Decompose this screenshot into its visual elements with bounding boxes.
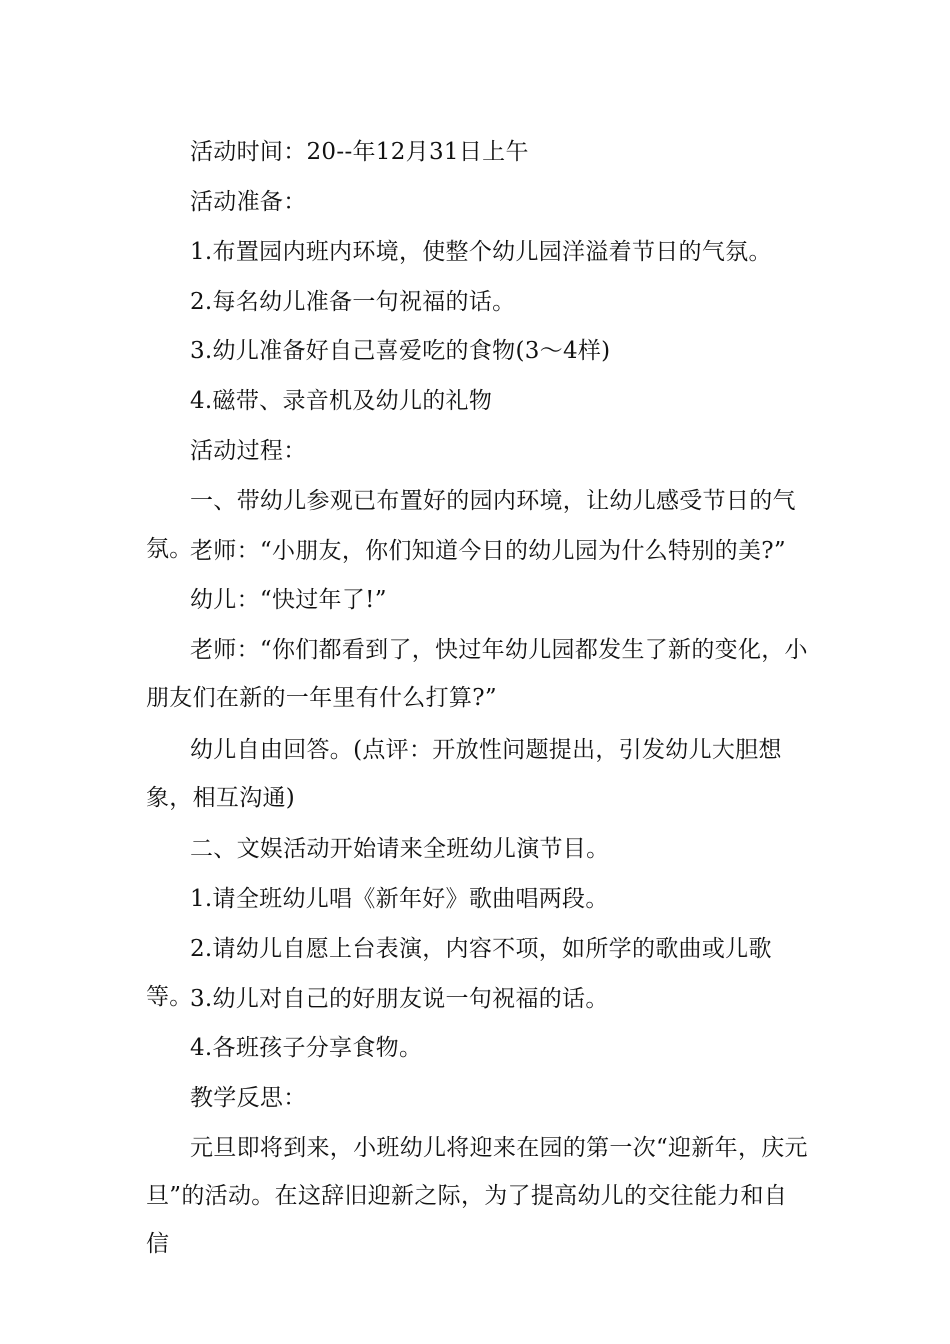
preparation-item-1: 1.布置园内班内环境，使整个幼儿园洋溢着节日的气氛。 bbox=[190, 239, 772, 265]
process-step-1: 一、带幼儿参观已布置好的园内环境，让幼儿感受节日的气氛。 bbox=[146, 488, 796, 562]
free-answer-comment: 幼儿自由回答。(点评：开放性问题提出，引发幼儿大胆想象，相互沟通) bbox=[146, 737, 782, 811]
preparation-item-4: 4.磁带、录音机及幼儿的礼物 bbox=[190, 388, 493, 414]
preparation-item-3: 3.幼儿准备好自己喜爱吃的食物(3～4样) bbox=[190, 338, 611, 364]
child-answer: 幼儿：“快过年了!” bbox=[190, 587, 387, 613]
preparation-heading: 活动准备： bbox=[190, 189, 307, 215]
teacher-followup: 老师：“你们都看到了，快过年幼儿园都发生了新的变化，小朋友们在新的一年里有什么打算?” bbox=[146, 637, 808, 711]
performance-item-1: 1.请全班幼儿唱《新年好》歌曲唱两段。 bbox=[190, 886, 609, 912]
performance-item-3: 3.幼儿对自己的好朋友说一句祝福的话。 bbox=[190, 986, 609, 1012]
reflection-heading: 教学反思： bbox=[190, 1085, 307, 1111]
process-step-2: 二、文娱活动开始请来全班幼儿演节目。 bbox=[190, 836, 610, 862]
performance-item-4: 4.各班孩子分享食物。 bbox=[190, 1035, 423, 1061]
process-heading: 活动过程： bbox=[190, 438, 307, 464]
teacher-question: 老师：“小朋友，你们知道今日的幼儿园为什么特别的美?” bbox=[190, 538, 786, 564]
performance-item-2: 2.请幼儿自愿上台表演，内容不项，如所学的歌曲或儿歌等。 bbox=[146, 936, 772, 1010]
reflection-text: 元旦即将到来，小班幼儿将迎来在园的第一次“迎新年，庆元旦”的活动。在这辞旧迎新之际，为了提高幼儿的交往能力和自信 bbox=[146, 1135, 808, 1257]
preparation-item-2: 2.每名幼儿准备一句祝福的话。 bbox=[190, 289, 516, 315]
activity-time: 活动时间：20--年12月31日上午 bbox=[190, 139, 529, 165]
